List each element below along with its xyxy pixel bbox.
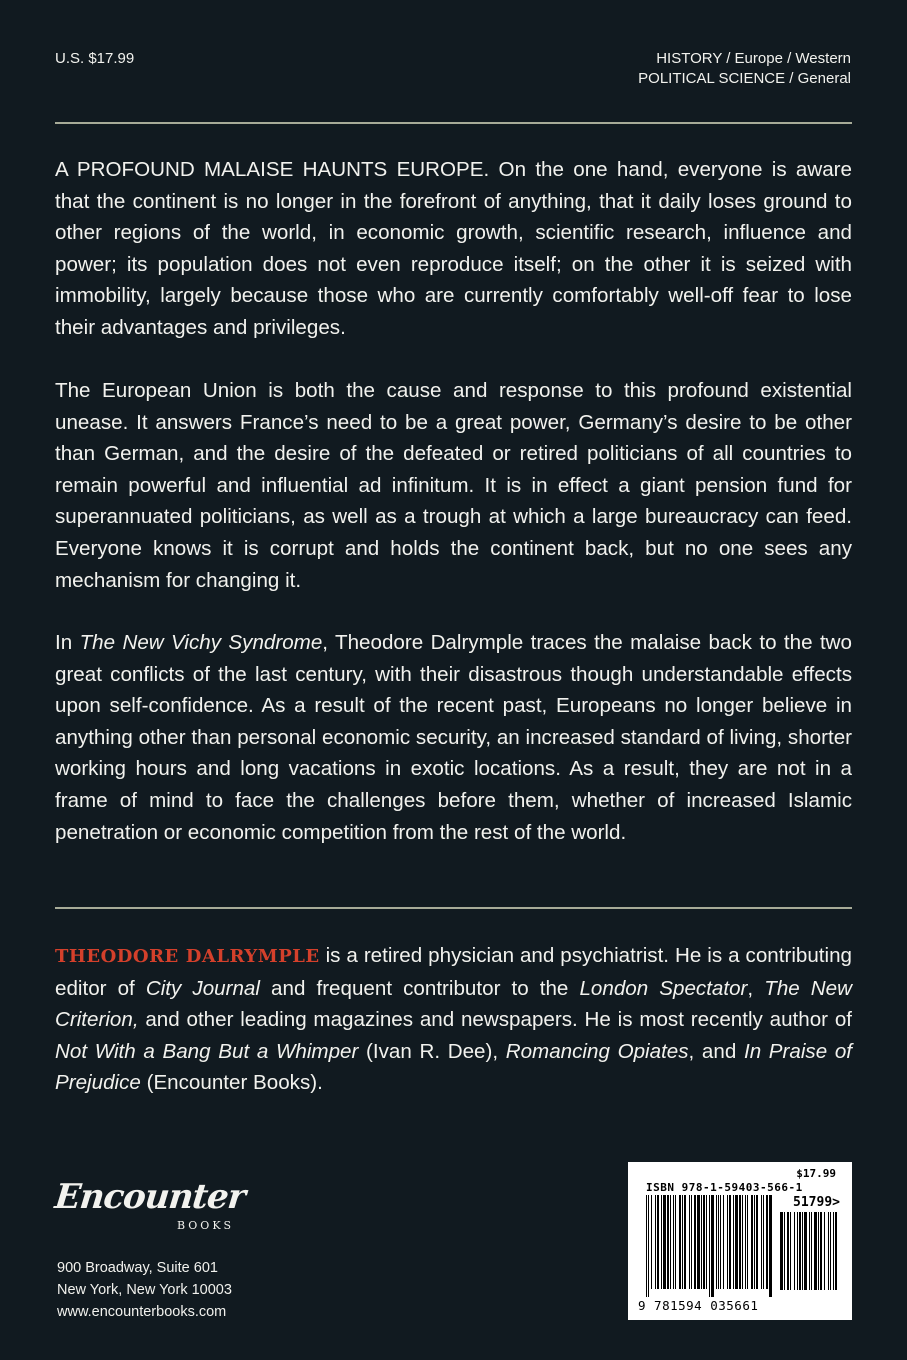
top-divider	[55, 122, 852, 124]
barcode-bar	[735, 1195, 738, 1289]
bio-text-6: , and	[688, 1039, 744, 1063]
bio-title-city-journal: City Journal	[145, 976, 260, 1000]
bio-divider	[55, 907, 852, 909]
bio-text-5: (Ivan R. Dee),	[358, 1039, 506, 1063]
barcode-bar	[739, 1195, 741, 1289]
barcode-bar	[784, 1212, 785, 1290]
barcode-bar	[727, 1195, 728, 1289]
bio-title-new-criterion: The New Criterion,	[55, 976, 852, 1032]
bio-text-7: (Encounter Books).	[140, 1071, 323, 1095]
blurb-paragraph-1: A PROFOUND MALAISE HAUNTS EUROPE. On the one hand, everyone is aware that the continent is no longer in the forefront of anything, that it daily loses ground to other regions of the world, in economic growth, scientific research, influence and power; its population does not even reproduce itself; on the other it is seized with immobility, largely because those who are currently comfortably well-off fear to lose their advantages and privileges.	[55, 158, 852, 339]
barcode-bar	[723, 1195, 724, 1289]
publisher-website: www.encounterbooks.com	[57, 1304, 227, 1320]
bio-text-2: and frequent contributor to the	[259, 976, 580, 1000]
barcode-bar	[733, 1195, 734, 1289]
barcode-bar	[694, 1195, 696, 1289]
bio-title-london-spectator: London Spectator	[579, 976, 748, 1000]
barcode-bar	[716, 1195, 717, 1289]
barcode-bar	[824, 1212, 825, 1290]
barcode-bar	[718, 1195, 719, 1289]
barcode-bar	[761, 1195, 762, 1289]
barcode-bars-main	[646, 1195, 772, 1297]
barcode-bar	[679, 1195, 681, 1289]
barcode-bar	[655, 1195, 656, 1289]
bio-title-romancing-opiates: Romancing Opiates	[505, 1039, 689, 1063]
barcode-bars-addon	[780, 1212, 838, 1298]
barcode-bar	[657, 1195, 659, 1289]
barcode-bar	[790, 1212, 791, 1290]
isbn-number: ISBN 978-1-59403-566-1	[646, 1181, 803, 1194]
price-label: U.S. $17.99	[55, 50, 135, 67]
bio-text-3: ,	[747, 976, 765, 1000]
encounter-books-logo	[52, 1177, 255, 1247]
blurb-paragraph-2: The European Union is both the cause and response to this profound existential unease. It answers France’s need to be a great power, Germany’s desire to be other than German, and the desire of the defeated or retired politicians of all countries to remain powerful and influential ad infinitum. It is in effect a giant pension fund for superannuated politicians, as well as a trough at which a large bureaucracy can feed. Everyone knows it is corrupt and holds the continent back, but no one sees any mechanism for changing it.	[55, 379, 852, 592]
barcode-bar	[763, 1195, 764, 1289]
barcode-bar	[830, 1212, 831, 1290]
isbn-barcode	[628, 1162, 852, 1320]
barcode-bar	[818, 1212, 819, 1290]
barcode-bar	[697, 1195, 700, 1289]
blurb-paragraph-3	[55, 627, 852, 848]
logo-subtitle: BOOKS	[177, 1219, 235, 1232]
barcode-bar	[814, 1212, 817, 1290]
barcode-price: $17.99	[796, 1167, 836, 1180]
barcode-bar	[809, 1212, 810, 1290]
barcode-bar	[706, 1195, 707, 1289]
barcode-bar	[751, 1195, 753, 1289]
barcode-bar	[833, 1212, 834, 1290]
address-street: 900 Broadway, Suite 601	[57, 1260, 218, 1276]
barcode-bar	[745, 1195, 746, 1289]
barcode-bar	[787, 1212, 789, 1290]
barcode-bar	[794, 1212, 795, 1290]
book-title: The New Vichy Syndrome	[79, 631, 323, 654]
publisher-address	[57, 1257, 232, 1323]
barcode-bar	[667, 1195, 669, 1289]
barcode-bar	[756, 1195, 758, 1289]
barcode-bar	[709, 1195, 710, 1297]
p3-intro: In	[55, 631, 80, 654]
address-city: New York, New York 10003	[57, 1282, 232, 1298]
barcode-bar	[766, 1195, 768, 1289]
bio-text-1: is a retired physician and psychiatrist. He is a contributing editor of	[55, 944, 853, 1000]
barcode-bar	[742, 1195, 743, 1289]
barcode-bar	[691, 1195, 692, 1289]
barcode-bar	[729, 1195, 731, 1289]
category-list	[638, 49, 851, 89]
barcode-bar	[769, 1195, 772, 1297]
barcode-bar	[754, 1195, 755, 1289]
author-name: THEODORE DALRYMPLE	[55, 946, 320, 967]
barcode-bar	[670, 1195, 671, 1289]
barcode-bar	[797, 1212, 798, 1290]
barcode-bar	[701, 1195, 702, 1289]
barcode-bar	[835, 1212, 837, 1290]
barcode-bar	[682, 1195, 683, 1289]
barcode-bar	[711, 1195, 714, 1297]
barcode-bar	[675, 1195, 676, 1289]
barcode-bar	[646, 1195, 647, 1297]
barcode-bar	[661, 1195, 662, 1289]
bio-title-not-with-a-bang: Not With a Bang But a Whimper	[55, 1039, 359, 1063]
barcode-bar	[828, 1212, 829, 1290]
category-political-science: POLITICAL SCIENCE / General	[638, 70, 851, 87]
barcode-bar	[673, 1195, 674, 1289]
barcode-bar	[689, 1195, 690, 1289]
barcode-bar	[648, 1195, 649, 1297]
barcode-bar	[804, 1212, 807, 1290]
barcode-bar	[799, 1212, 801, 1290]
ean-number: 9 781594 035661	[638, 1298, 759, 1313]
barcode-bar	[684, 1195, 686, 1289]
author-bio	[55, 940, 852, 1099]
barcode-bar	[811, 1212, 812, 1290]
price-addon-code: 51799>	[793, 1195, 840, 1210]
barcode-bar	[802, 1212, 803, 1290]
barcode-bar	[820, 1212, 822, 1290]
barcode-bar	[780, 1212, 783, 1290]
bio-text-4: and other leading magazines and newspapers. He is most recently author of	[138, 1008, 852, 1032]
category-history: HISTORY / Europe / Western	[656, 50, 851, 67]
barcode-bar	[747, 1195, 748, 1289]
p3-body: , Theodore Dalrymple traces the malaise back to the two great conflicts of the last century, with their disastrous though understandable effects upon self-confidence. As a result of the recent past, Europeans no longer believe in anything other than personal economic security, an increased standard of living, shorter working hours and long vacations in exotic locations. As a result, they are not in a frame of mind to face the challenges before them, whether of increased Islamic penetration or economic competition from the rest of the world.	[55, 631, 852, 844]
bio-title-in-praise-of-prejudice: In Praise of Prejudice	[55, 1039, 853, 1095]
barcode-bar	[720, 1195, 721, 1289]
barcode-bar	[703, 1195, 705, 1289]
barcode-bar	[663, 1195, 666, 1289]
logo-wordmark: Encounter	[52, 1177, 247, 1217]
barcode-bar	[651, 1195, 652, 1289]
